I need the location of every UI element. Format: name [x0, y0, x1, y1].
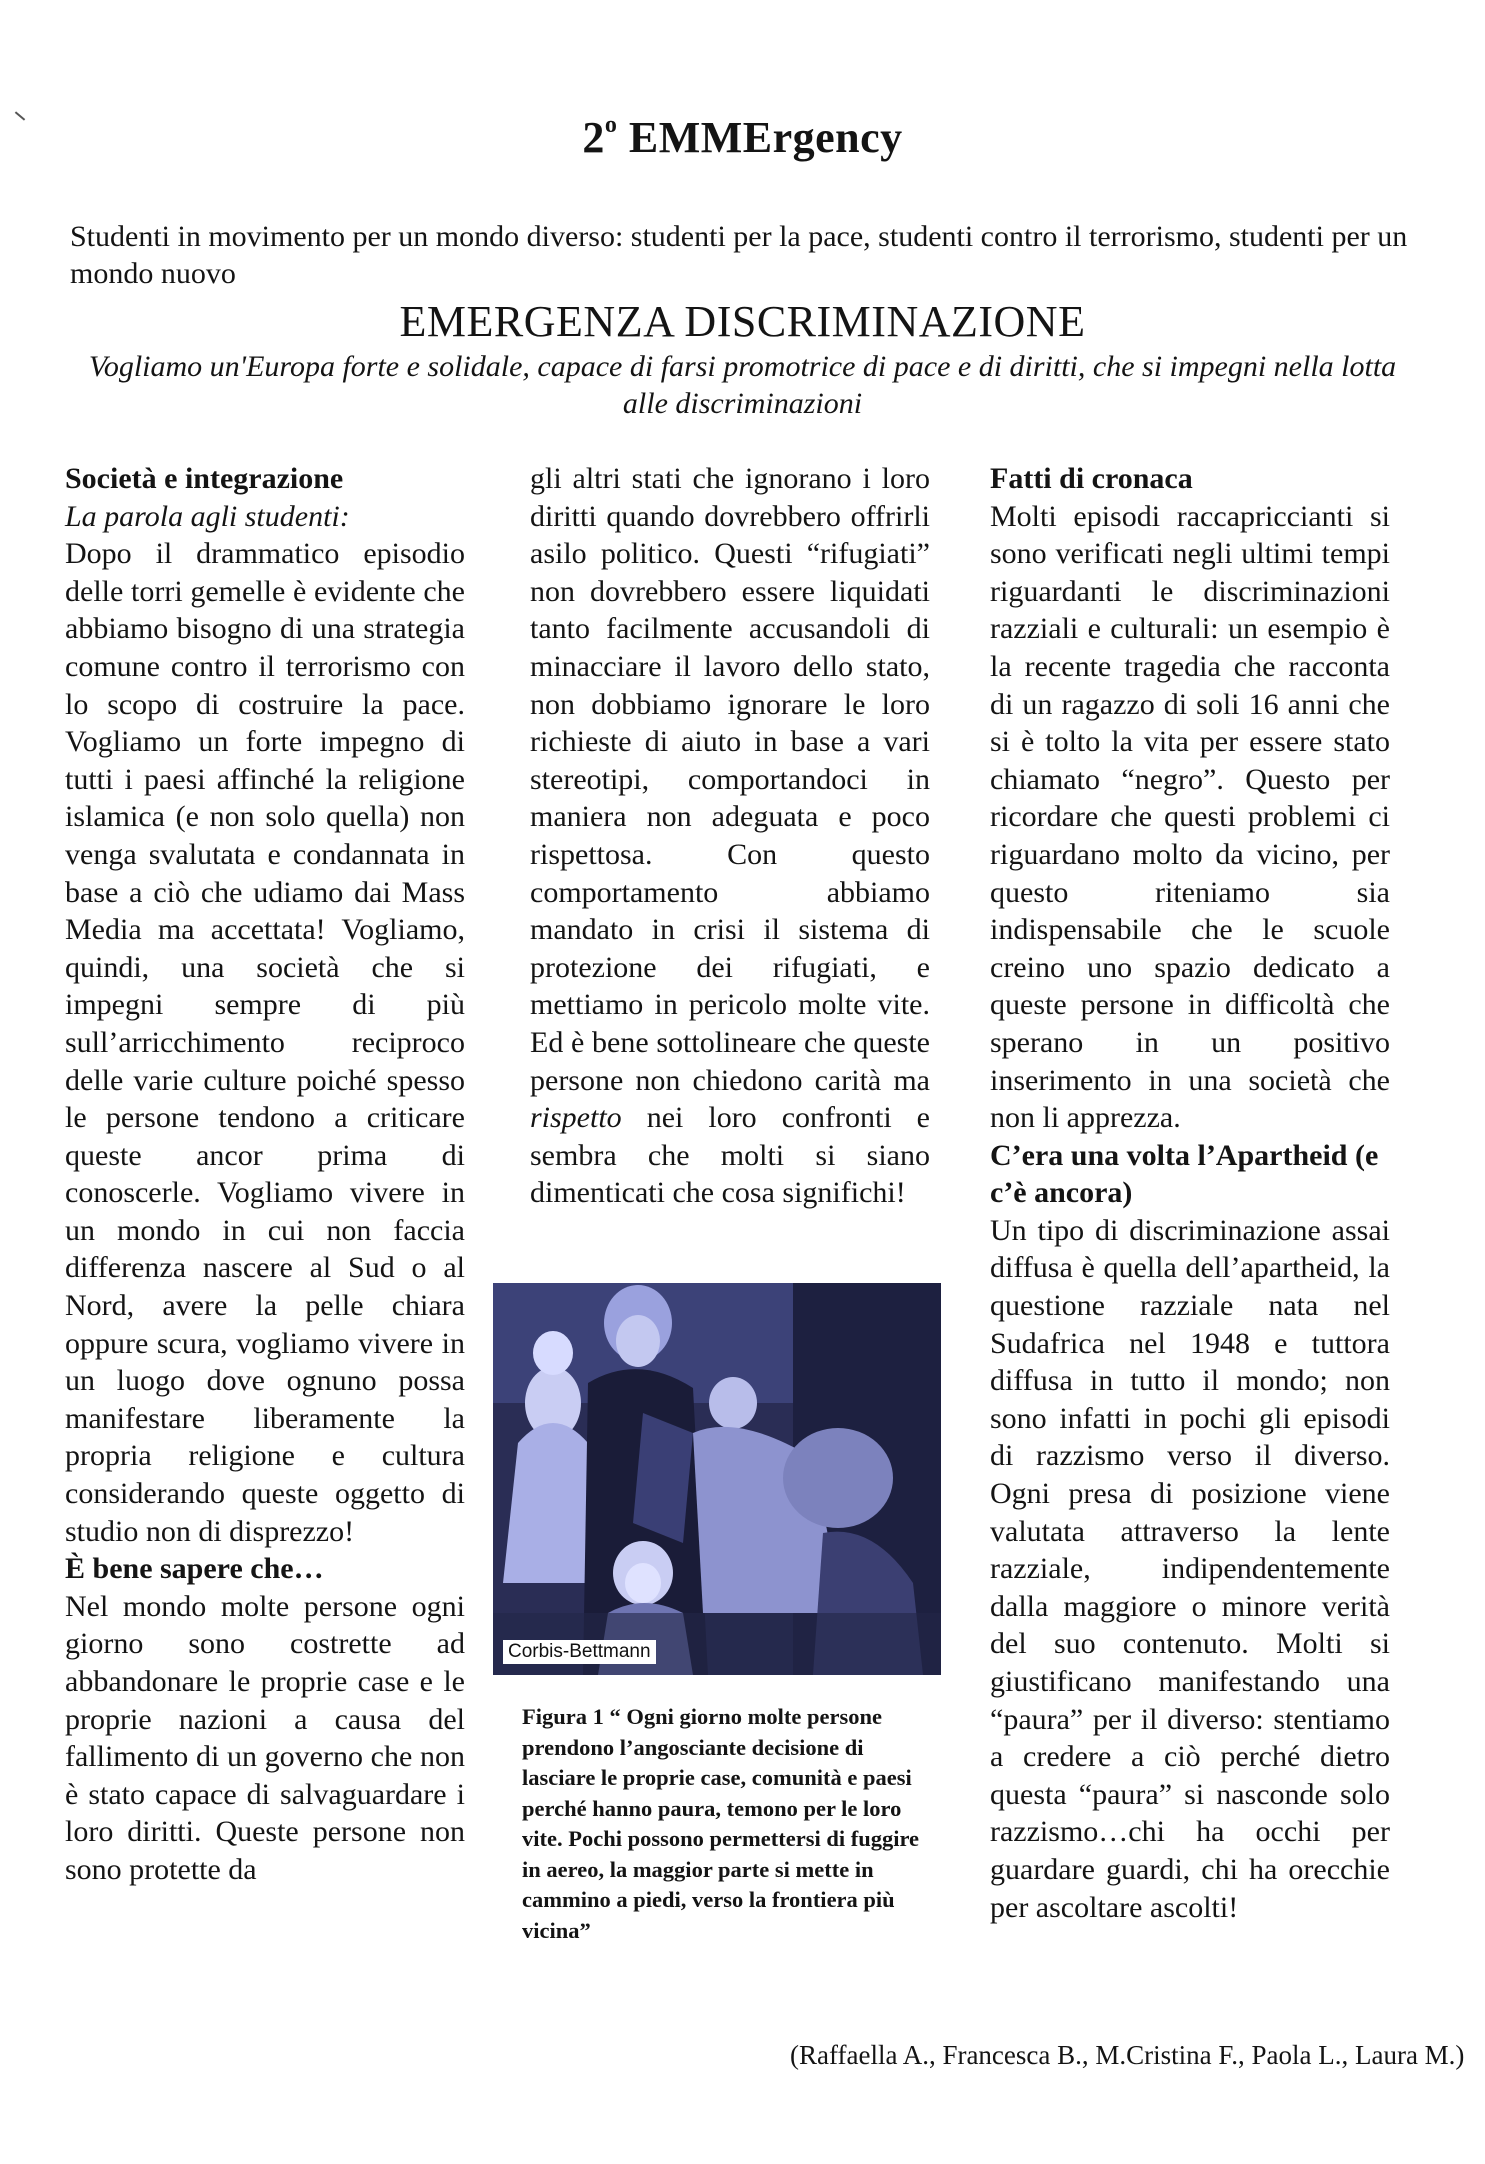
section-title-cronaca: Fatti di cronaca	[990, 462, 1193, 495]
column-2	[530, 460, 930, 1212]
page-title: 2$^o$ EMMErgency	[582, 112, 903, 162]
figure-caption: Figura 1 “ Ogni giorno molte persone prendono l’angosciante decisione di lasciare le proprie case, comunità e paesi perché hanno paura, temono per le loro vite. Pochi possono permettersi di fuggire in aereo, la maggior parte si mette in cammino a piedi, verso la frontiera più vicina”	[522, 1704, 920, 1943]
photo-credit: Corbis-Bettmann	[503, 1640, 656, 1664]
headline: EMERGENZA DISCRIMINAZIONE	[399, 297, 1086, 346]
section-title-bene-sapere: È bene sapere che…	[65, 1552, 324, 1586]
column-1	[65, 460, 465, 1889]
section-body-cronaca: Molti episodi raccapriccianti si sono verificati negli ultimi tempi riguardanti le discriminazioni razziali e culturali: un esempio è la recente tragedia che racconta di un ragazzo di soli 16 anni che si è tolto la vita per essere stato chiamato “negro”. Questo per ricordare che questi problemi ci riguardano molto da vicino, per questo riteniamo sia indispensabile che le scuole creino uno spazio dedicato a queste persone in difficoltà che sperano in un positivo inserimento in una società che non li apprezza.	[990, 499, 1390, 1135]
intro-text: Studenti in movimento per un mondo diverso: studenti per la pace, studenti contro il terrorismo, studenti per un mondo nuovo	[70, 220, 1408, 290]
refugees-photo	[493, 1283, 941, 1675]
section-body-societa: Dopo il drammatico episodio delle torri gemelle è evidente che abbiamo bisogno di una strategia comune contro il terrorismo con lo scopo di costruire la pace. Vogliamo un forte impegno di tutti i paesi affinché la religione islamica (e non solo quella) non venga svalutata e condannata in base a ciò che udiamo dai Mass Media ma accettata! Vogliamo, quindi, una società che si impegni sempre di più sull’arricchimento reciproco delle varie culture poiché spesso le persone tendono a criticare queste ancor prima di conoscerle. Vogliamo vivere in un mondo in cui non faccia differenza nascere al Sud o al Nord, avere la pelle chiara oppure scura, vogliamo vivere in un luogo dove ognuno possa manifestare liberamente la propria religione e cultura considerando queste oggetto di studio non di disprezzo!	[65, 537, 465, 1548]
column-3	[990, 460, 1390, 1926]
emphasis-rispetto: rispetto	[530, 1101, 622, 1135]
section-lead: La parola agli studenti:	[65, 499, 350, 533]
authors-signature: (Raffaella A., Francesca B., M.Cristina F., Paola L., Laura M.)	[790, 2040, 1465, 2070]
section-body-bene-sapere: Nel mondo molte persone ogni giorno sono costrette ad abbandonare le proprie case e le proprie nazioni a causa del fallimento di un governo che non è stato capace di salvaguardare i loro diritti. Queste persone non sono protette da	[65, 1589, 465, 1886]
section-title-apartheid: C’era una volta l’Apartheid (e c’è ancora)	[990, 1138, 1379, 1210]
section-title-societa: Società e integrazione	[65, 462, 344, 495]
photo-illustration	[493, 1283, 941, 1675]
section-body-continued: gli altri stati che ignorano i loro diritti quando dovrebbero offrirli asilo politico. Questi “rifugiati” non dovrebbero essere liquidati tanto facilmente accusandoli di minacciare il lavoro dello stato, non dobbiamo ignorare le loro richieste di aiuto in base a vari stereotipi, comportandoci in maniera non adeguata e poco rispettosa. Con questo comportamento abbiamo mandato in crisi il sistema di protezione dei rifugiati, e mettiamo in pericolo molte vite. Ed è bene sottolineare che queste persone non chiedono carità ma rispetto nei loro confronti e sembra che molti si siano dimenticati che cosa significhi!	[530, 462, 930, 1210]
section-body-apartheid: Un tipo di discriminazione assai diffusa è quella dell’apartheid, la questione razziale nata nel Sudafrica nel 1948 e tuttora diffusa in tutto il mondo; non sono infatti in pochi gli episodi di razzismo verso il diverso. Ogni presa di posizione viene valutata attraverso la lente razziale, indipendentemente dalla maggiore o minore verità del suo contenuto. Molti si giustificano manifestando una “paura” per il diverso: stentiamo a credere a ciò perché dietro questa “paura” si nasconde solo razzismo…chi ha occhi per guardare guardi, chi ha orecchie per ascoltare ascolti!	[990, 1213, 1390, 1924]
subheadline: Vogliamo un'Europa forte e solidale, capace di farsi promotrice di pace e di diritti, che si impegni nella lotta alle discriminazioni	[88, 350, 1397, 420]
